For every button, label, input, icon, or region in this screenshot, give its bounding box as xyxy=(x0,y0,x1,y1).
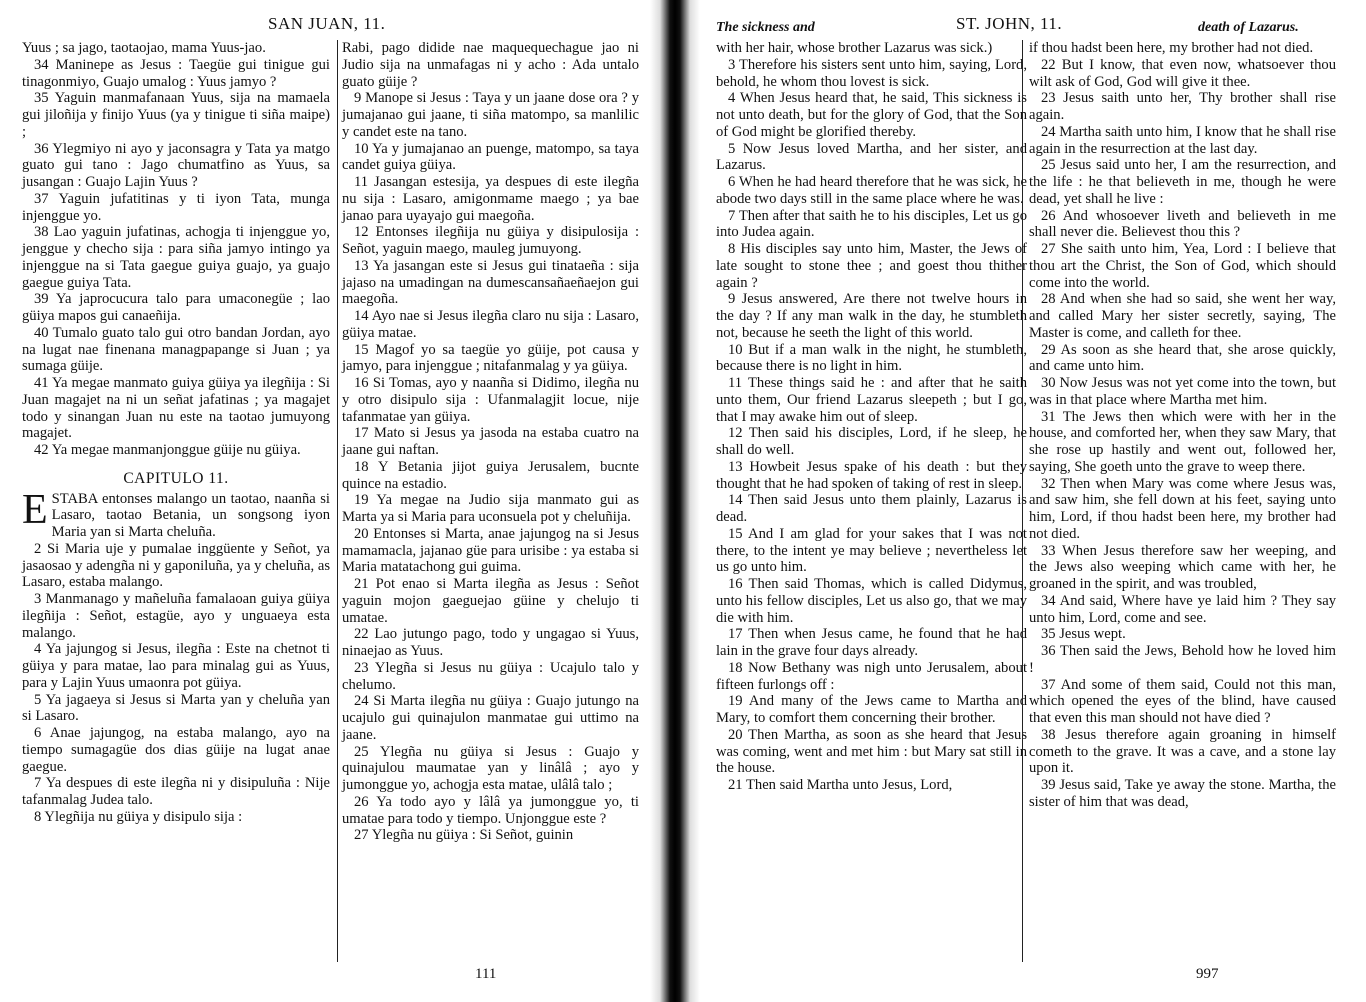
verse-paragraph: 3 Manmanago y mañeluña famalaoan guiya güiya ilegñija : Señot, estagüe, ayo y unguaeya esta malango. xyxy=(22,591,330,641)
verse-paragraph: 7 Then after that saith he to his disciples, Let us go into Judea again. xyxy=(716,207,1027,241)
verse-paragraph: 4 Ya jajungog si Jesus, ilegña : Este na chetnot ti güiya y para matae, lao para minalag gui as Yuus, para y Lajin Yuus umaonra pot güiya. xyxy=(22,641,330,691)
column-rule xyxy=(1022,40,1023,962)
verse-paragraph: 32 Then when Mary was come where Jesus was, and saw him, she fell down at his feet, saying unto him, Lord, if thou hadst been here, my brother had not died. xyxy=(1029,475,1336,542)
verse-paragraph: 18 Now Bethany was nigh unto Jerusalem, about fifteen furlongs off : xyxy=(716,659,1027,693)
verse-paragraph: 5 Ya jagaeya si Jesus si Marta yan y cheluña yan si Lasaro. xyxy=(22,691,330,725)
verse-paragraph: 4 When Jesus heard that, he said, This sickness is not unto death, but for the glory of God, that the Son of God might be glorified thereby. xyxy=(716,90,1027,140)
verse-paragraph: 25 Jesus said unto her, I am the resurrection, and the life : he that believeth in me, though he were dead, yet shall he live : xyxy=(1029,157,1336,207)
verse-paragraph: 28 And when she had so said, she went her way, and called Mary her sister secretly, saying, The Master is come, and calleth for thee. xyxy=(1029,291,1336,341)
book-gutter xyxy=(650,0,700,1002)
verse-paragraph: with her hair, whose brother Lazarus was sick.) xyxy=(716,40,993,56)
verse-paragraph: 33 When Jesus therefore saw her weeping, and the Jews also weeping which came with her, he groaned in the spirit, and was troubled, xyxy=(1029,542,1336,592)
verse-paragraph: 15 And I am glad for your sakes that I was not there, to the intent ye may believe ; nevertheless let us go unto him. xyxy=(716,525,1027,576)
verse-paragraph: 23 Ylegña si Jesus nu güiya : Ucajulo talo y chelumo. xyxy=(342,659,639,693)
verse-paragraph: 17 Mato si Jesus ya jasoda na estaba cuatro na jaane gui naftan. xyxy=(342,425,639,458)
verse-paragraph: 20 Then Martha, as soon as she heard that Jesus was coming, went and met him : but Mary sat still in the house. xyxy=(716,726,1027,777)
verse-paragraph: 8 Ylegñija nu güiya y disipulo sija : xyxy=(34,808,243,825)
verse-paragraph: 25 Ylegña nu güiya si Jesus : Guajo y quinajulou maumatae yan y linâlâ ; ayo y jumonggue yo, achogja esta matae, ulâlâ talo ; xyxy=(342,743,639,793)
verse-paragraph: 27 She saith unto him, Yea, Lord : I believe that thou art the Christ, the Son of God, which should come into the world. xyxy=(1029,241,1336,291)
verse-paragraph: 23 Jesus saith unto her, Thy brother shall rise again. xyxy=(1029,90,1336,123)
verse-paragraph: 34 And said, Where have ye laid him ? They say unto him, Lord, come and see. xyxy=(1029,592,1336,626)
verse-paragraph: 34 Maninepe as Jesus : Taegüe gui tinigue gui tinagonmiyo, Guajo umalog : Yuus jamyo ? xyxy=(22,56,330,90)
left-page xyxy=(0,0,650,1002)
chapter-opening-paragraph xyxy=(22,486,330,541)
verse-paragraph: 8 His disciples say unto him, Master, the Jews of late sought to stone thee ; and goest thou thither again ? xyxy=(716,241,1027,291)
verse-paragraph: 42 Ya megae manmanjonggue güije nu güiya. xyxy=(34,442,301,458)
verse-paragraph: 20 Entonses si Marta, anae jajungog na si Jesus mamamacla, jajanao güe para urisibe : ya estaba si Maria matatachong gui guima. xyxy=(342,525,639,576)
verse-paragraph: 27 Ylegña nu güiya : Si Señot, guinin xyxy=(354,827,574,844)
verse-paragraph: 3 Therefore his sisters sent unto him, saying, Lord, behold, he whom thou lovest is sick. xyxy=(716,56,1027,90)
verse-paragraph: 10 But if a man walk in the night, he stumbleth, because there is no light in him. xyxy=(716,341,1027,375)
verse-paragraph: 35 Yaguin manmafanaan Yuus, sija na mamaela gui jiloñija y finijo Yuus (ya y tinigue ti siña maipe) ; xyxy=(22,90,330,140)
verse-paragraph: 10 Ya y jumajanao an puenge, matompo, sa taya candet guiya güiya. xyxy=(342,140,639,174)
page-number: 997 xyxy=(1196,966,1219,982)
verse-paragraph: 15 Magof yo sa taegüe yo güije, pot causa y jamyo, para injenggue ; nitafanmalag y ya güiya. xyxy=(342,341,639,375)
verse-paragraph: 19 Ya megae na Judio sija manmato gui as Marta ya si Maria para uconsuela pot y cheluñija. xyxy=(342,492,639,525)
right-page xyxy=(700,0,1366,1002)
verse-paragraph: 35 Jesus wept. xyxy=(1041,626,1126,643)
verse-paragraph: Yuus ; sa jago, taotaojao, mama Yuus-jao. xyxy=(22,40,266,56)
verse-paragraph: 11 These things said he : and after that he saith unto them, Our friend Lazarus sleepeth ; but I go, that I may awake him out of sleep. xyxy=(716,375,1027,425)
running-head-center: ST. JOHN, 11. xyxy=(956,14,1063,33)
running-head-right: death of Lazarus. xyxy=(1198,20,1299,35)
right-column-1 xyxy=(716,40,1027,794)
verse-paragraph: 22 Lao jutungo pago, todo y ungagao si Yuus, ninaejao as Yuus. xyxy=(342,626,639,659)
opening-text: STABA entonses malango un taotao, naanña si Lasaro, taotao Betania, un songsong iyon Maria yan si Marta cheluña. xyxy=(51,490,330,540)
verse-paragraph: 12 Entonses ilegñija nu güiya y disipulosija : Señot, yaguin maego, mauleg jumuyong. xyxy=(342,224,639,257)
verse-paragraph: 38 Jesus therefore again groaning in himself cometh to the grave. It was a cave, and a stone lay upon it. xyxy=(1029,726,1336,777)
running-head: SAN JUAN, 11. xyxy=(268,14,386,33)
verse-paragraph: 5 Now Jesus loved Martha, and her sister, and Lazarus. xyxy=(716,140,1027,174)
verse-paragraph: 31 The Jews then which were with her in the house, and comforted her, when they saw Mary, that she rose up hastily and went out, followed her, saying, She goeth unto the grave to weep there. xyxy=(1029,408,1336,475)
verse-paragraph: 39 Jesus said, Take ye away the stone. Martha, the sister of him that was dead, xyxy=(1029,777,1336,810)
verse-paragraph: 18 Y Betania jijot guiya Jerusalem, bucnte quince na estadio. xyxy=(342,458,639,492)
verse-paragraph: if thou hadst been here, my brother had not died. xyxy=(1029,40,1314,56)
verse-paragraph: 7 Ya despues di este ilegña ni y disipuluña : Nije tafanmalag Judea talo. xyxy=(22,775,330,808)
verse-paragraph: 36 Ylegmiyo ni ayo y jaconsagra y Tata ya matgo guato gui tano : Jago chumatfino as Yuus, sa jusangan : Guajo Lajin Yuus ? xyxy=(22,140,330,190)
verse-paragraph: 37 Yaguin jufatitinas y ti iyon Tata, munga injenggue yo. xyxy=(22,190,330,224)
drop-cap: E xyxy=(22,486,48,533)
verse-paragraph: 38 Lao yaguin jufatinas, achogja ti injenggue yo, jenggue y checho sija : para siña jamyo intingo ya injenggue na si Tata gaegue guiya guajo, ya guajo gaegue guiya Tata. xyxy=(22,224,330,291)
verse-paragraph: 12 Then said his disciples, Lord, if he sleep, he shall do well. xyxy=(716,425,1027,458)
verse-paragraph: 30 Now Jesus was not yet come into the town, but was in that place where Martha met him. xyxy=(1029,375,1336,408)
verse-paragraph: 21 Pot enao si Marta ilegña as Jesus : Señot yaguin mojon gaeguejao güine y chelujo ti umatae. xyxy=(342,576,639,626)
verse-paragraph: 24 Martha saith unto him, I know that he shall rise again in the resurrection at the last day. xyxy=(1029,123,1336,157)
running-head-left: The sickness and xyxy=(716,20,815,35)
verse-paragraph: 24 Si Marta ilegña nu güiya : Guajo jutungo na ucajulo gui quinajulon manmatae gui uttimo na jaane. xyxy=(342,693,639,743)
verse-paragraph: 26 Ya todo ayo y lâlâ ya jumonggue yo, ti umatae para todo y tiempo. Unjonggue este ? xyxy=(342,793,639,827)
verse-paragraph: 29 As soon as she heard that, she arose quickly, and came unto him. xyxy=(1029,341,1336,375)
verse-paragraph: 39 Ya japrocucura talo para umaconegüe ; lao güiya mapos gui canaeñija. xyxy=(22,291,330,324)
verse-paragraph: 21 Then said Martha unto Jesus, Lord, xyxy=(728,777,953,793)
verse-paragraph: 16 Then said Thomas, which is called Didymus, unto his fellow disciples, Let us also go, that we may die with him. xyxy=(716,576,1027,626)
verse-paragraph: 14 Then said Jesus unto them plainly, Lazarus is dead. xyxy=(716,492,1027,525)
left-column-2 xyxy=(342,40,639,844)
verse-paragraph: 6 Anae jajungog, na estaba malango, ayo na tiempo sumagagüe dos dias güije na lugat anae gaegue. xyxy=(22,725,330,775)
verse-paragraph: 11 Jasangan estesija, ya despues di este ilegña nu sija : Lasaro, amigonmame maego ; ya bae janao para uyayajo gui maegoña. xyxy=(342,174,639,224)
verse-paragraph: 14 Ayo nae si Jesus ilegña claro nu sija : Lasaro, güiya matae. xyxy=(342,308,639,341)
column-rule xyxy=(337,40,338,962)
verse-paragraph: Rabi, pago didide nae maquequechague jao ni Judio sija na unmafagas ni y acho : Ada untalo guato güije ? xyxy=(342,40,639,90)
verse-paragraph: 2 Si Maria uje y pumalae inggüente y Señot, ya jasaosao y adengña ni y gaponiluña, ya y cheluña, as Lasaro, estaba malango. xyxy=(22,540,330,591)
verse-paragraph: 36 Then said the Jews, Behold how he loved him ! xyxy=(1029,643,1336,676)
verse-paragraph: 9 Jesus answered, Are there not twelve hours in the day ? If any man walk in the day, he stumbleth not, because he seeth the light of this world. xyxy=(716,291,1027,341)
verse-paragraph: 13 Howbeit Jesus spake of his death : but they thought that he had spoken of taking of rest in sleep. xyxy=(716,458,1027,492)
verse-paragraph: 13 Ya jasangan este si Jesus gui tinataeña : sija jajaso na umadingan na dumescansañaeñaejon gui maegoña. xyxy=(342,257,639,308)
chapter-heading: CAPITULO 11. xyxy=(123,469,229,487)
verse-paragraph: 17 Then when Jesus came, he found that he had lain in the grave four days already. xyxy=(716,626,1027,659)
verse-paragraph: 37 And some of them said, Could not this man, which opened the eyes of the blind, have caused that even this man should not have died ? xyxy=(1029,676,1336,726)
right-column-2 xyxy=(1029,40,1336,811)
verse-paragraph: 41 Ya megae manmato guiya güiya ya ilegñija : Si Juan magajet na ni un señat jafatinas ; ya magajet todo y sinangan Juan nu este na taotao jumuyong magajet. xyxy=(22,375,330,442)
verse-paragraph: 40 Tumalo guato talo gui otro bandan Jordan, ayo na lugat nae finenana managpapange si Juan ; ya sumaga güije. xyxy=(22,324,330,375)
verse-paragraph: 19 And many of the Jews came to Martha and Mary, to comfort them concerning their brother. xyxy=(716,693,1027,726)
verse-paragraph: 16 Si Tomas, ayo y naanña si Didimo, ilegña nu y otro disipulo sija : Ufanmalagjit locue, nije tafanmatae yan güiya. xyxy=(342,375,639,425)
verse-paragraph: 26 And whosoever liveth and believeth in me shall never die. Believest thou this ? xyxy=(1029,207,1336,241)
verse-paragraph: 9 Manope si Jesus : Taya y un jaane dose ora ? y jumajanao gui jaane, ti siña matompo, sa manlilic y candet este na tano. xyxy=(342,90,639,140)
verse-paragraph: 6 When he had heard therefore that he was sick, he abode two days still in the same place where he was. xyxy=(716,174,1027,207)
verse-paragraph: 22 But I know, that even now, whatsoever thou wilt ask of God, God will give it thee. xyxy=(1029,56,1336,90)
page-number: 111 xyxy=(475,966,497,982)
left-column-1 xyxy=(22,40,330,826)
